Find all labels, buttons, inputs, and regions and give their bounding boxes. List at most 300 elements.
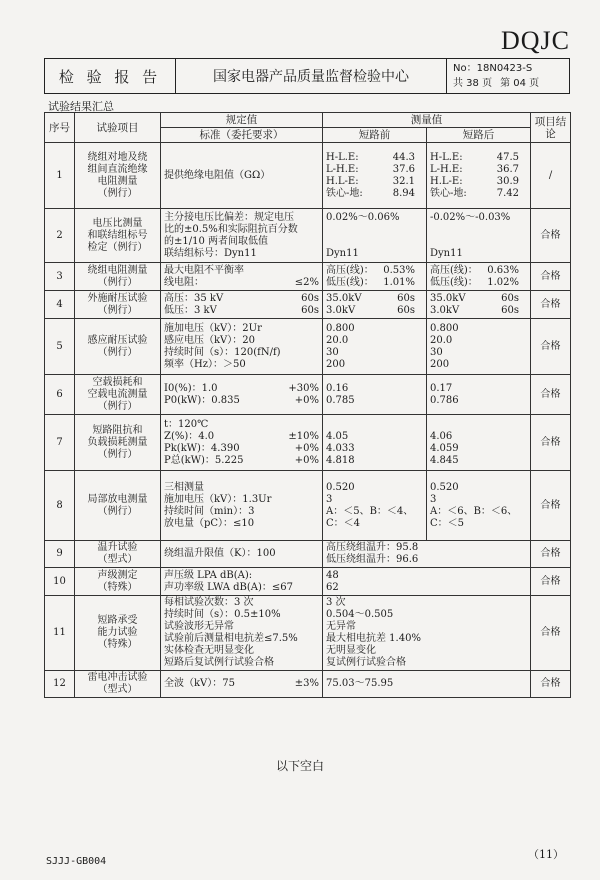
after-line	[430, 323, 527, 335]
after-cell	[427, 415, 531, 471]
after-cell	[427, 375, 531, 415]
row-number: 10	[45, 568, 75, 596]
after-line	[430, 176, 527, 188]
after-cell	[427, 209, 531, 263]
before-line	[326, 188, 423, 200]
spec-cell	[161, 471, 323, 541]
test-item-line: 组间直流绝缘	[87, 163, 148, 175]
spec-text: 声功率级 LWA dB(A)：≤67	[164, 581, 294, 593]
before-label: 20.0	[326, 334, 349, 346]
after-line	[430, 265, 527, 277]
after-label: 3.0kV	[430, 304, 460, 316]
after-label: 0.520	[430, 481, 459, 493]
spec-line	[164, 621, 319, 633]
spec-cell	[161, 319, 323, 375]
measured-cell	[323, 596, 531, 671]
test-item-line: （型式）	[97, 554, 138, 565]
measured-cell	[323, 671, 531, 698]
col-before: 短路前	[323, 128, 427, 143]
measured-line: 0.504～0.505	[326, 609, 394, 620]
before-line	[326, 494, 423, 506]
conclusion-cell: 合格	[531, 568, 571, 596]
test-item-line: （例行）	[97, 505, 138, 517]
spec-text: 提供绝缘电阻值（GΩ）	[164, 169, 271, 181]
before-line	[326, 277, 423, 289]
report-title: 检 验 报 告	[45, 59, 176, 93]
after-line	[430, 431, 527, 443]
document-code: SJJJ-GB004	[46, 856, 107, 867]
before-line	[326, 347, 423, 359]
before-label: 高压(线)：	[326, 264, 374, 276]
spec-text: 比的±0.5%和实际阻抗百分数	[164, 223, 298, 235]
table-row	[45, 375, 571, 415]
spec-line	[164, 305, 319, 317]
test-item-line: 外施耐压试验	[87, 292, 148, 304]
test-item	[75, 291, 161, 319]
after-line	[430, 359, 527, 371]
spec-line	[164, 482, 319, 494]
spec-text: I0(%)：1.0	[164, 382, 218, 394]
after-value: 7.42	[496, 187, 519, 199]
spec-text: P0(kW)：0.835	[164, 394, 240, 406]
spec-line	[164, 383, 319, 395]
col-spec-standard: 标准（委托要求）	[161, 128, 323, 143]
after-line	[430, 494, 527, 506]
before-value: 37.6	[392, 163, 415, 175]
spec-line	[164, 419, 319, 431]
after-line	[430, 293, 527, 305]
after-label: A：＜6、B：＜6、	[430, 505, 518, 517]
after-line	[430, 335, 527, 347]
before-label: 3.0kV	[326, 304, 356, 316]
spec-line	[164, 633, 319, 645]
before-line	[326, 236, 423, 248]
report-no: 18N0423-S	[476, 63, 533, 74]
col-after: 短路后	[427, 128, 531, 143]
after-line	[430, 152, 527, 164]
spec-line	[164, 359, 319, 371]
spec-cell	[161, 415, 323, 471]
before-label: H.L-E:	[326, 175, 359, 187]
spec-line	[164, 277, 319, 289]
before-value: 0.53%	[383, 264, 415, 276]
before-line	[326, 164, 423, 176]
test-item-line: 电压比测量	[92, 217, 143, 229]
measured-line: 复试例行试验合格	[326, 657, 406, 668]
col-item: 试验项目	[75, 113, 161, 143]
before-label: 4.033	[326, 442, 355, 454]
measured-line: 高压绕组温升：95.8	[326, 542, 419, 553]
spec-tolerance: +30%	[288, 382, 319, 394]
before-line	[326, 152, 423, 164]
before-label: 0.16	[326, 382, 349, 394]
spec-line	[164, 395, 319, 407]
after-line	[430, 383, 527, 395]
after-value: 47.5	[496, 151, 519, 163]
spec-text: 持续时间（s）：0.5±10%	[164, 609, 281, 620]
before-cell	[323, 471, 427, 541]
spec-line	[164, 597, 319, 609]
table-row	[45, 415, 571, 471]
before-cell	[323, 375, 427, 415]
current-page: 第 04 页	[500, 78, 540, 89]
before-line	[326, 293, 423, 305]
test-item	[75, 143, 161, 209]
row-number: 3	[45, 263, 75, 291]
page-number: （11）	[528, 848, 564, 861]
spec-line	[164, 506, 319, 518]
before-label: 0.800	[326, 322, 355, 334]
test-item	[75, 671, 161, 698]
spec-text: 全波（kV）：75	[164, 678, 236, 689]
conclusion-cell: 合格	[531, 415, 571, 471]
center-name: 国家电器产品质量监督检验中心	[176, 59, 447, 93]
after-cell	[427, 143, 531, 209]
spec-cell	[161, 541, 323, 568]
after-label: 低压(线)：	[430, 276, 478, 288]
after-value: 30.9	[496, 175, 519, 187]
before-line	[326, 506, 423, 518]
conclusion-cell: 合格	[531, 319, 571, 375]
row-number: 12	[45, 671, 75, 698]
spec-cell	[161, 375, 323, 415]
spec-line	[164, 518, 319, 530]
after-value: 60s	[501, 304, 519, 316]
spec-tolerance: ±3%	[294, 678, 319, 689]
spec-line	[164, 455, 319, 467]
after-line	[430, 518, 527, 530]
after-line	[430, 443, 527, 455]
table-row	[45, 596, 571, 671]
total-pages: 共 38 页	[453, 78, 493, 89]
spec-text: Z(%)：4.0	[164, 430, 215, 442]
spec-text: 高压：35 kV	[164, 292, 224, 304]
measured-line: 低压绕组温升：96.6	[326, 554, 419, 565]
after-value: 1.02%	[487, 276, 519, 288]
spec-text: 频率（Hz）：＞50	[164, 358, 246, 370]
spec-cell	[161, 568, 323, 596]
before-label: 3	[326, 493, 333, 505]
spec-text: 短路后复试例行试验合格	[164, 657, 274, 668]
after-label: 3	[430, 493, 437, 505]
spec-tolerance: +0%	[294, 394, 319, 406]
before-label: A：＜5、B：＜4、	[326, 505, 414, 517]
test-item	[75, 471, 161, 541]
before-line	[326, 431, 423, 443]
after-cell	[427, 471, 531, 541]
spec-tolerance: +0%	[294, 454, 319, 466]
spec-text: 联结组标号：Dyn11	[164, 247, 257, 259]
before-label: 0.785	[326, 394, 355, 406]
before-label: 4.05	[326, 430, 349, 442]
spec-text: 实体检查无明显变化	[164, 645, 254, 656]
after-line	[430, 395, 527, 407]
after-label: H.L-E:	[430, 175, 463, 187]
test-item-line: 短路阻抗和	[92, 424, 143, 436]
spec-line	[164, 443, 319, 455]
after-value: 0.63%	[487, 264, 519, 276]
test-item-line: 感应耐压试验	[87, 334, 148, 346]
before-line	[326, 482, 423, 494]
before-value: 60s	[397, 304, 415, 316]
before-label: 30	[326, 346, 339, 358]
test-item-line: 负载损耗测量	[87, 436, 148, 448]
measured-cell	[323, 541, 531, 568]
after-label: 0.800	[430, 322, 459, 334]
row-number: 8	[45, 471, 75, 541]
before-cell	[323, 291, 427, 319]
test-item-line: （例行）	[97, 400, 138, 412]
measured-cell	[323, 568, 531, 596]
test-item-line: 雷电冲击试验	[87, 672, 148, 683]
spec-text: 放电量（pC）：≤10	[164, 517, 255, 529]
spec-text: 最大电阻不平衡率	[164, 264, 244, 276]
after-line	[430, 224, 527, 236]
spec-line	[164, 678, 319, 690]
spec-text: 施加电压（kV）：2Ur	[164, 322, 262, 334]
before-cell	[323, 209, 427, 263]
before-cell	[323, 143, 427, 209]
after-line	[430, 236, 527, 248]
after-label: 4.06	[430, 430, 453, 442]
before-label: 铁心-地:	[326, 187, 363, 199]
test-item-line: 能力试验	[97, 627, 138, 638]
conclusion-cell: 合格	[531, 541, 571, 568]
after-line	[430, 347, 527, 359]
test-item	[75, 319, 161, 375]
spec-text: 低压：3 kV	[164, 304, 217, 316]
conclusion-cell: 合格	[531, 209, 571, 263]
table-row	[45, 671, 571, 698]
before-label: Dyn11	[326, 247, 359, 259]
spec-text: P总(kW)：5.225	[164, 454, 244, 466]
test-item-line: （例行）	[97, 276, 138, 288]
spec-tolerance: ≤2%	[294, 276, 319, 288]
spec-line	[164, 293, 319, 305]
test-item-line: （型式）	[97, 684, 138, 695]
before-line	[326, 323, 423, 335]
spec-line	[164, 347, 319, 359]
after-line	[430, 248, 527, 260]
before-value: 1.01%	[383, 276, 415, 288]
after-label: 35.0kV	[430, 292, 466, 304]
after-label: H-L.E:	[430, 151, 463, 163]
measured-line: 3 次	[326, 597, 346, 608]
col-conclusion: 项目结论	[531, 113, 571, 143]
test-item-line: 局部放电测量	[87, 493, 148, 505]
spec-text: Pk(kW)：4.390	[164, 442, 240, 454]
spec-line	[164, 236, 319, 248]
after-cell	[427, 263, 531, 291]
after-label: 0.786	[430, 394, 459, 406]
spec-cell	[161, 263, 323, 291]
conclusion-cell: 合格	[531, 263, 571, 291]
after-label: 0.17	[430, 382, 453, 394]
before-label: H-L.E:	[326, 151, 359, 163]
spec-cell	[161, 596, 323, 671]
spec-text: 每相试验次数：3 次	[164, 597, 254, 608]
conclusion-cell: 合格	[531, 671, 571, 698]
test-item-line: 和联结组标号	[87, 229, 148, 241]
after-cell	[427, 291, 531, 319]
measured-line: 无异常	[326, 621, 356, 632]
before-line	[326, 212, 423, 224]
after-label: 20.0	[430, 334, 453, 346]
before-cell	[323, 319, 427, 375]
measured-line: 75.03～75.95	[326, 678, 394, 689]
before-line	[326, 335, 423, 347]
test-item	[75, 596, 161, 671]
before-label: 低压(线)：	[326, 276, 374, 288]
after-label: L-H.E:	[430, 163, 463, 175]
before-line	[326, 443, 423, 455]
spec-text: 线电阻：	[164, 276, 204, 288]
spec-line	[164, 323, 319, 335]
before-line	[326, 224, 423, 236]
test-item	[75, 209, 161, 263]
report-meta	[447, 59, 569, 93]
table-row	[45, 209, 571, 263]
row-number: 2	[45, 209, 75, 263]
spec-line	[164, 170, 319, 182]
test-item-line: 绕组电阻测量	[87, 264, 148, 276]
table-row	[45, 541, 571, 568]
after-value: 36.7	[496, 163, 519, 175]
test-item-line: 检定（例行）	[87, 241, 148, 253]
test-item-line: （例行）	[97, 448, 138, 460]
spec-line	[164, 609, 319, 621]
test-item-line: （例行）	[97, 304, 138, 316]
spec-line	[164, 431, 319, 443]
after-line	[430, 164, 527, 176]
row-number: 4	[45, 291, 75, 319]
after-label: 铁心-地:	[430, 187, 467, 199]
spec-text: 三相测量	[164, 481, 204, 493]
spec-text: 感应电压（kV）：20	[164, 334, 256, 346]
spec-tolerance: 60s	[301, 292, 319, 304]
spec-line	[164, 494, 319, 506]
before-line	[326, 265, 423, 277]
spec-cell	[161, 671, 323, 698]
table-row	[45, 291, 571, 319]
before-label: 35.0kV	[326, 292, 362, 304]
test-item-line: 温升试验	[97, 542, 138, 553]
measured-line: 最大相电抗差 1.40%	[326, 633, 421, 644]
spec-text: 持续时间（s）：120(fN/f)	[164, 346, 281, 358]
test-item-line: 绕组对地及绕	[87, 151, 148, 163]
after-cell	[427, 319, 531, 375]
spec-line	[164, 265, 319, 277]
col-no: 序号	[45, 113, 75, 143]
spec-cell	[161, 143, 323, 209]
col-spec: 规定值	[161, 113, 323, 128]
after-line	[430, 455, 527, 467]
test-item-line: （例行）	[97, 346, 138, 358]
spec-text: 施加电压（kV）：1.3Ur	[164, 493, 272, 505]
spec-tolerance: 60s	[301, 304, 319, 316]
after-label: 4.845	[430, 454, 459, 466]
before-line	[326, 455, 423, 467]
spec-text: 绕组温升限值（K）：100	[164, 548, 276, 559]
spec-line	[164, 645, 319, 657]
blank-below-note: 以下空白	[275, 759, 324, 773]
measured-line: 48	[326, 569, 339, 581]
before-label: 4.818	[326, 454, 355, 466]
test-item	[75, 263, 161, 291]
test-item-line: （特殊）	[97, 581, 138, 593]
spec-line	[164, 224, 319, 236]
after-line	[430, 506, 527, 518]
after-line	[430, 482, 527, 494]
before-label: L-H.E:	[326, 163, 359, 175]
spec-tolerance: +0%	[294, 442, 319, 454]
after-label: Dyn11	[430, 247, 463, 259]
col-measured: 测量值	[323, 113, 531, 128]
table-row	[45, 471, 571, 541]
test-item	[75, 415, 161, 471]
spec-cell	[161, 291, 323, 319]
spec-line	[164, 212, 319, 224]
test-item-line: （特殊）	[97, 639, 138, 650]
test-item-line: 空载电流测量	[87, 388, 148, 400]
table-row	[45, 568, 571, 596]
before-line	[326, 176, 423, 188]
spec-line	[164, 548, 319, 560]
before-value: 44.3	[392, 151, 415, 163]
after-line	[430, 305, 527, 317]
after-label: -0.02%～-0.03%	[430, 211, 511, 223]
spec-text: 声压级 LPA dB(A):	[164, 569, 253, 581]
before-line	[326, 383, 423, 395]
table-row	[45, 319, 571, 375]
after-label: 200	[430, 358, 450, 370]
before-cell	[323, 415, 427, 471]
conclusion-cell: /	[531, 143, 571, 209]
spec-text: 试验波形无异常	[164, 621, 234, 632]
test-item-line: 短路承受	[97, 615, 138, 626]
table-row	[45, 143, 571, 209]
after-line	[430, 188, 527, 200]
before-line	[326, 419, 423, 431]
conclusion-cell: 合格	[531, 471, 571, 541]
after-label: 高压(线)：	[430, 264, 478, 276]
test-item-line: 电阻测量	[97, 175, 138, 187]
logo-dqjc: DQJC	[500, 26, 570, 55]
spec-cell	[161, 209, 323, 263]
report-header	[44, 58, 570, 94]
after-value: 60s	[501, 292, 519, 304]
test-item	[75, 568, 161, 596]
spec-text: t：120℃	[164, 418, 209, 430]
after-label: 30	[430, 346, 443, 358]
before-value: 32.1	[392, 175, 415, 187]
test-item	[75, 541, 161, 568]
report-no-label: No：	[453, 63, 477, 74]
before-line	[326, 359, 423, 371]
before-label: 0.520	[326, 481, 355, 493]
conclusion-cell: 合格	[531, 291, 571, 319]
row-number: 9	[45, 541, 75, 568]
after-line	[430, 419, 527, 431]
spec-text: 持续时间（min）：3	[164, 505, 255, 517]
after-line	[430, 277, 527, 289]
before-label: 0.02%～0.06%	[326, 211, 400, 223]
after-label: 4.059	[430, 442, 459, 454]
spec-line	[164, 582, 319, 594]
section-title: 试验结果汇总	[48, 100, 114, 113]
before-label: C：＜4	[326, 517, 361, 529]
after-label: C：＜5	[430, 517, 465, 529]
